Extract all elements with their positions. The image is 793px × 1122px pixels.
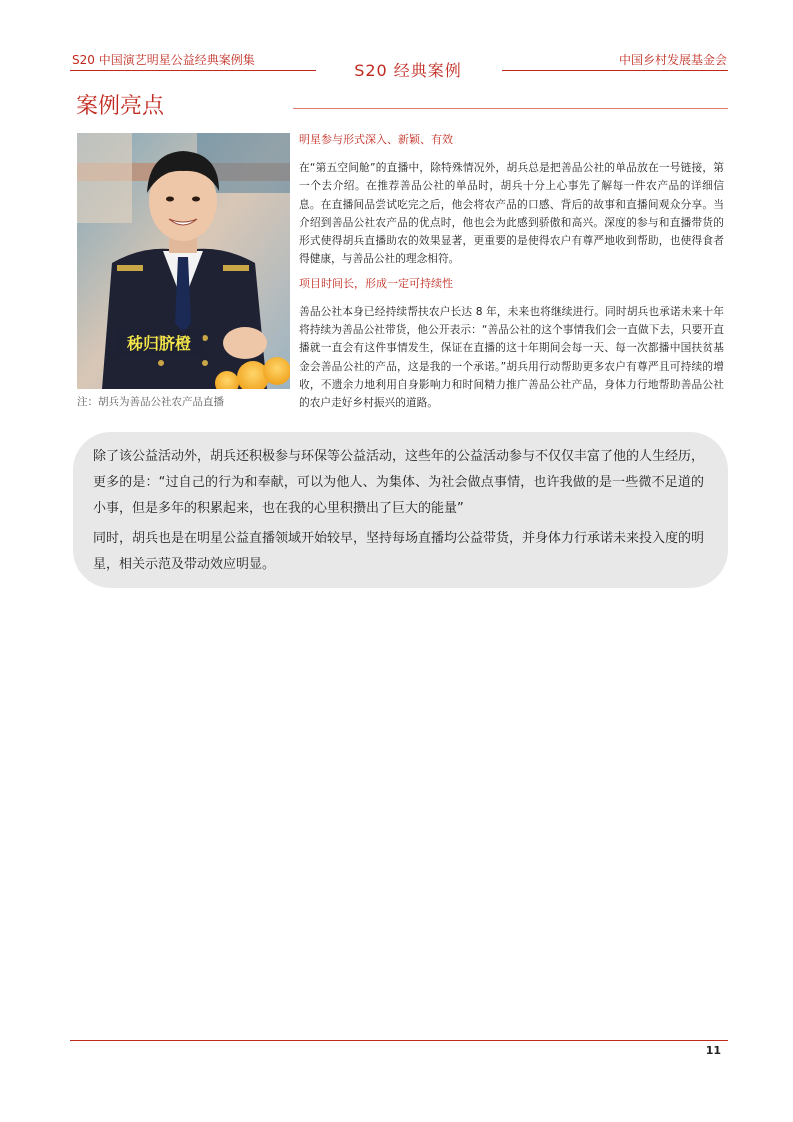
header-center-title: S20 经典案例 [354, 61, 462, 80]
highlight-heading-participation: 明星参与形式深入、新颖、有效 [299, 133, 453, 146]
footer-rule [70, 1040, 728, 1041]
section-title: 案例亮点 [76, 94, 165, 119]
page-number: 11 [705, 1044, 721, 1057]
header-right-title: 中国乡村发展基金会 [618, 53, 727, 67]
header-left-rule [70, 70, 316, 71]
highlight-body-sustainability: 善品公社本身已经持续帮扶农户长达 8 年，未来也将继续进行。同时胡兵也承诺未来十年将持续为善品公社带货，他公开表示：“善品公社的这个事情我们会一直做下去，只要开直播就一直会有这件事情发生，保证在直播的这十年期间会每一天、每一次都播中国扶贫基金会善品公社的产品，这是我的一个承诺。”胡兵用行动帮助更多农户有尊严且可持续的增收，不遗余力地利用自身影响力和时间精力推广善品公社产品，身体力行地帮助善品公社的农户走好乡村振兴的道路。 [299, 304, 724, 410]
photo-caption: 注：胡兵为善品公社农产品直播 [77, 396, 224, 408]
highlight-body-participation: 在“第五空间舱”的直播中，除特殊情况外，胡兵总是把善品公社的单品放在一号链接，第一个去介绍。在推荐善品公社的单品时，胡兵十分上心事先了解每一件农产品的详细信息。在直播间品尝试吃完之后，他会将农产品的口感、背后的故事和直播间观众分享。当介绍到善品公社农产品的优点时，他也会为此感到骄傲和高兴。深度的参与和直播带货的形式使得胡兵直播助农的效果显著，更重要的是使得农户有尊严地收到帮助，也使得食者得健康，与善品公社的理念相符。 [299, 161, 724, 266]
header-right-rule [502, 70, 728, 71]
callout-paragraph: 同时，胡兵也是在明星公益直播领域开始较早，坚持每场直播均公益带货，并身体力行承诺未来投入度的明星，相关示范及带动效应明显。 [93, 531, 705, 572]
livestream-illustration [77, 133, 290, 389]
callout-paragraph: 除了该公益活动外，胡兵还积极参与环保等公益活动，这些年的公益活动参与不仅仅丰富了他的人生经历，更多的是：“过自己的行为和奉献，可以为他人、为集体、为社会做点事情，也许我做的是一些微不足道的小事，但是多年的积累起来，也在我的心里积攒出了巨大的能量” [93, 449, 705, 516]
highlights-column [299, 131, 724, 419]
callout-box [73, 432, 728, 588]
header-left-title: S20 中国演艺明星公益经典案例集 [72, 53, 255, 67]
product-overlay-text: 秭归脐橙 [126, 334, 192, 353]
highlight-heading-sustainability: 项目时间长，形成一定可持续性 [299, 276, 453, 290]
section-title-rule [293, 108, 728, 109]
livestream-photo [77, 133, 290, 389]
